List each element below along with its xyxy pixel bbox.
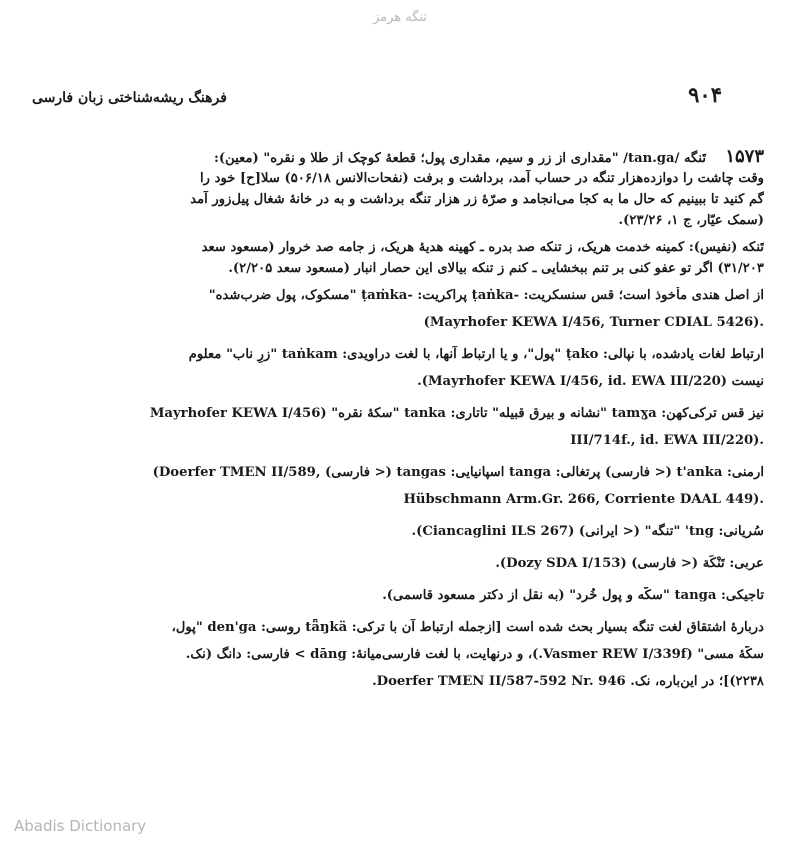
- page-number: ۹۰۴: [688, 82, 722, 107]
- entry-headline: [34, 146, 764, 167]
- origin-line: از اصل هندی مأخوذ است؛ قس سنسکریت: -ṭaṅka پراکریت: -ṭaṁka "مسکوک، پول ضرب‌شده": [208, 288, 764, 303]
- variant-quote-line: ۳۱/۲۰۳) اگر تو عفو کنی بر تنم ببخشایی ـ کنم ز تنکه بیالای این حصار انبار (مسعود سعد ۲/۲۰۵).: [228, 261, 764, 276]
- armenian-reference: Hübschmann Arm.Gr. 266, Corriente DAAL 449).: [403, 492, 764, 507]
- watermark: Abadis Dictionary: [14, 817, 147, 835]
- quote-line: (سمک عیّار، ج ۱، ۲۳/۲۶).: [618, 213, 764, 228]
- turkic-line: نیز قس ترکی‌کهن: tamɣa "نشانه و بیرق قبیله" تاتاری: tanka "سکهٔ نقره" (Mayrhofer KEWA I/456: [149, 406, 764, 421]
- etymology-line: ۲۲۳۸)]؛ در این‌باره، نک. Doerfer TMEN II/587-592 Nr. 946.: [372, 674, 764, 689]
- syriac-line: سُریانی: tng' "تنگه" (< ایرانی) (Ciancaglini ILS 267).: [411, 524, 764, 539]
- headword: تَنگه /tan.ga/ "مقداری از زر و سیم، مقداری پول؛ قطعهٔ کوچک از طلا و نقره" (معین):: [213, 151, 706, 166]
- origin-reference: (Mayrhofer KEWA I/456, Turner CDIAL 5426).: [423, 315, 764, 330]
- running-head: [32, 82, 722, 107]
- quote-line: گم کنید تا ببینیم که حال ما به کجا می‌انجامد و صرّهٔ زر هزار تنگه برداشت و به در خانهٔ شغال پیل‌زور آمد: [190, 192, 764, 207]
- variant-quote-line: تَنکه (نفیس): کمینه خدمت هریک، ز تنکه صد بدره ـ کهینه هدیهٔ هریک، ز جامه صد خروار (مسعود سعد: [201, 240, 764, 255]
- nepali-line: نیست (Mayrhofer KEWA I/456, id. EWA III/220).: [417, 374, 764, 389]
- tajik-line: تاجیکی: tanga "سکّه و پول خُرد" (به نقل از دکتر مسعود قاسمی).: [382, 588, 764, 603]
- etymology-line: سکّهٔ مسی" (Vasmer REW I/339f.)، و درنهایت، با لغت فارسی‌میانهٔ: dāng > فارسی: دانگ (نک.: [185, 647, 764, 662]
- dictionary-entry: [34, 146, 764, 691]
- armenian-line: ارمنی: t'anka (< فارسی) پرتغالی: tanga اسپانیایی: tangas (< فارسی) ,Doerfer TMEN II/589): [152, 465, 764, 480]
- entry-number: ۱۵۷۳: [725, 146, 764, 167]
- site-title: تنگه هرمز: [373, 10, 427, 25]
- turkic-reference: III/714f., id. EWA III/220).: [570, 433, 764, 448]
- arabic-line: عربی: تَنْکَة (< فارسی) (Dozy SDA I/153).: [495, 556, 764, 571]
- nepali-line: ارتباط لغات یادشده، با نپالی: ṭako "پول"، و یا ارتباط آنها، با لغت دراویدی: taṅkam "زرِ ناب" معلوم: [188, 347, 764, 362]
- etymology-line: دربارهٔ اشتقاق لغت تنگه بسیار بحث شده است [ازجمله ارتباط آن با ترکی: tǟŋkä روسی: den'ga "پول،: [171, 620, 764, 635]
- book-title: فرهنگ ریشه‌شناختی زبان فارسی: [32, 90, 227, 106]
- quote-line: وقت چاشت را دوازده‌هزار تنگه در حساب آمد، برداشت و برفت (نفحات‌الانس ۵۰۶/۱۸) سلا[ح] خود را: [199, 171, 764, 186]
